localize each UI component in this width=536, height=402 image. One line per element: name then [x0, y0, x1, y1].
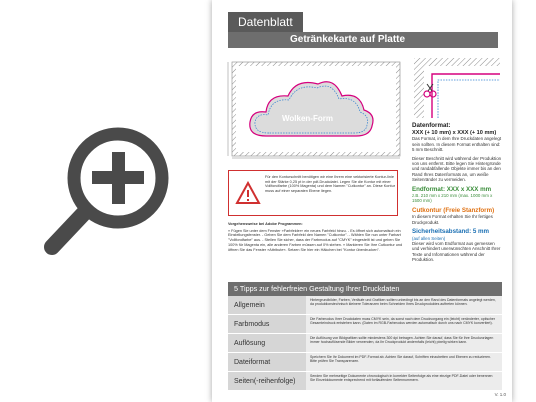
cloud-shape-label: Wolken-Form [282, 114, 333, 123]
sheet-label: Datenblatt [228, 12, 303, 32]
tip-label: Auflösung [228, 334, 306, 352]
format-info-column [412, 122, 502, 266]
safety-text: Dieser wird vom Endformat aus gemessen und verhindert unerwünschten Anschnitt Ihrer Texte und Informationen während der Produktion. [412, 241, 501, 263]
tip-row [228, 315, 502, 334]
final-format-heading: Endformat: XXX x XXX mm [412, 185, 492, 193]
tip-label: Farbmodus [228, 315, 306, 333]
tip-row [228, 372, 502, 391]
instructions-heading: Vorgehensweise bei Adobe Programmen: [228, 222, 303, 226]
warning-text: Für den Konturschnitt benötigen wir eine Ihrem eine vektorisierte Kontur-linie mit der Stärke 0,25 pt in der pdf-Druckdatei. Legen Sie die Kontur mit einer Vollfondfarbe (100% Magenta) und dem Namen "Cutkontur" an. Diese Kontur muss auf einer separaten Ebene liegen. [265, 175, 395, 194]
scissors-detail-diagram [414, 58, 500, 118]
data-format-value: XXX (+ 10 mm) x XXX (+ 10 mm) [412, 129, 497, 136]
warning-icon [235, 181, 261, 205]
tip-label: Allgemein [228, 296, 306, 314]
tip-text: Senden Sie mehrseitige Dokumente chronologisch in korrekter Seitenfolge als eine einzige PDF-Datei oder benennen Sie Einzeldokumente entsprechend mit fortlaufenden Seitennummern. [306, 372, 502, 390]
tips-table [228, 296, 502, 391]
cloud-shape-diagram [226, 56, 406, 162]
safety-sub: (auf allen Seiten) [412, 235, 446, 241]
datasheet-page [212, 0, 512, 402]
final-format-text: z.B. 210 mm x 210 mm (max. 1000 mm x 1500 mm) [412, 193, 493, 204]
safety-heading: Sicherheitsabstand: 5 mm [412, 228, 490, 236]
tip-text: Die Auflösung von Bildgrafiken sollte mindestens 300 dpi betragen. Achten Sie darauf, dass Sie für Ihre Druckvorlagen immer hochauflösende Bilder verwenden, da Ihr Druckprodukt andernfalls (leicht) pixelig wirken kann. [306, 334, 502, 352]
cut-contour-text: In diesem Format erhalten Sie Ihr fertiges Druckprodukt. [412, 214, 493, 225]
tip-row [228, 334, 502, 353]
tip-label: Seiten(-reihenfolge) [228, 372, 306, 390]
tip-text: Speichern Sie Ihr Dokument im PDF-Format ab. Achten Sie darauf, Schriften einzubetten und Ebenen zu reduzieren. Bitte prüfen Sie Transparenzen. [306, 353, 502, 371]
data-format-text: Das Format, in dem Ihre Druckdaten angelegt sein sollten. In diesem Format enthalten sind: 5 mm Beschnitt. [412, 136, 502, 153]
tip-text: Hintergrundbilder, Farben, Verläufe und Grafiken sollten unbedingt bis an den Rand des Datenformats angelegt werden, da produktionstechnisch kleinere Toleranzen beim Schneiden Ihres Druckproduktes auftreten können. [306, 296, 502, 314]
data-format-heading: Datenformat: [412, 122, 451, 129]
tip-row [228, 296, 502, 315]
page-number: V. 1.0 [494, 392, 506, 397]
warning-box [228, 170, 398, 216]
tip-text: Die Farbmodus Ihrer Druckdaten muss CMYK sein, da sonst nach dem Druckvorgang ein (leicht) veränderter, optischer Gesamteindruck entstehen kann. (Daten im RGB-Farbmodus werden automatisch durch uns nach CMYK konvertiert). [306, 315, 502, 333]
tip-row [228, 353, 502, 372]
bleed-text: Dieser Beschnitt wird während der Produktion von uns entfernt. Bitte legen Sie Hintergründe und randabfallende Objekte immer bis an den Rand Ihres Datenformats an, um weiße Seitenränder zu vermeiden. [412, 155, 502, 183]
tips-heading: 5 Tipps zur fehlerfreien Gestaltung Ihrer Druckdaten [228, 282, 502, 296]
instructions-steps: » Fügen Sie unter dem Fenster »Farbfelder« ein neues Farbfeld hinzu. - Es öffnet sich automatisch ein Einstellungsfenster. - Geben Sie dem Farbfeld den Namen "Cutkontur". - Wählen Sie nun unter Farbart "Vollfondfarbe" aus. - Stellen Sie sicher, dass der Farbmodus auf "CMYK" eingestellt ist und geben Sie 100% für Magenta ein, alle anderen Farben müssen auf 0% stehen. » Markieren Sie Ihre Cutkontur und öffnen Sie das Fenster »Attribute«. Setzen Sie hier ein Häkchen bei "Kontur überdrucken". [228, 228, 403, 252]
adobe-instructions [228, 222, 404, 252]
tip-label: Dateiformat [228, 353, 306, 371]
document-title: Getränkekarte auf Platte [228, 32, 498, 48]
cut-contour-heading: Cutkontur (Freie Stanzform) [412, 206, 495, 214]
zoom-in-icon[interactable] [34, 116, 184, 266]
